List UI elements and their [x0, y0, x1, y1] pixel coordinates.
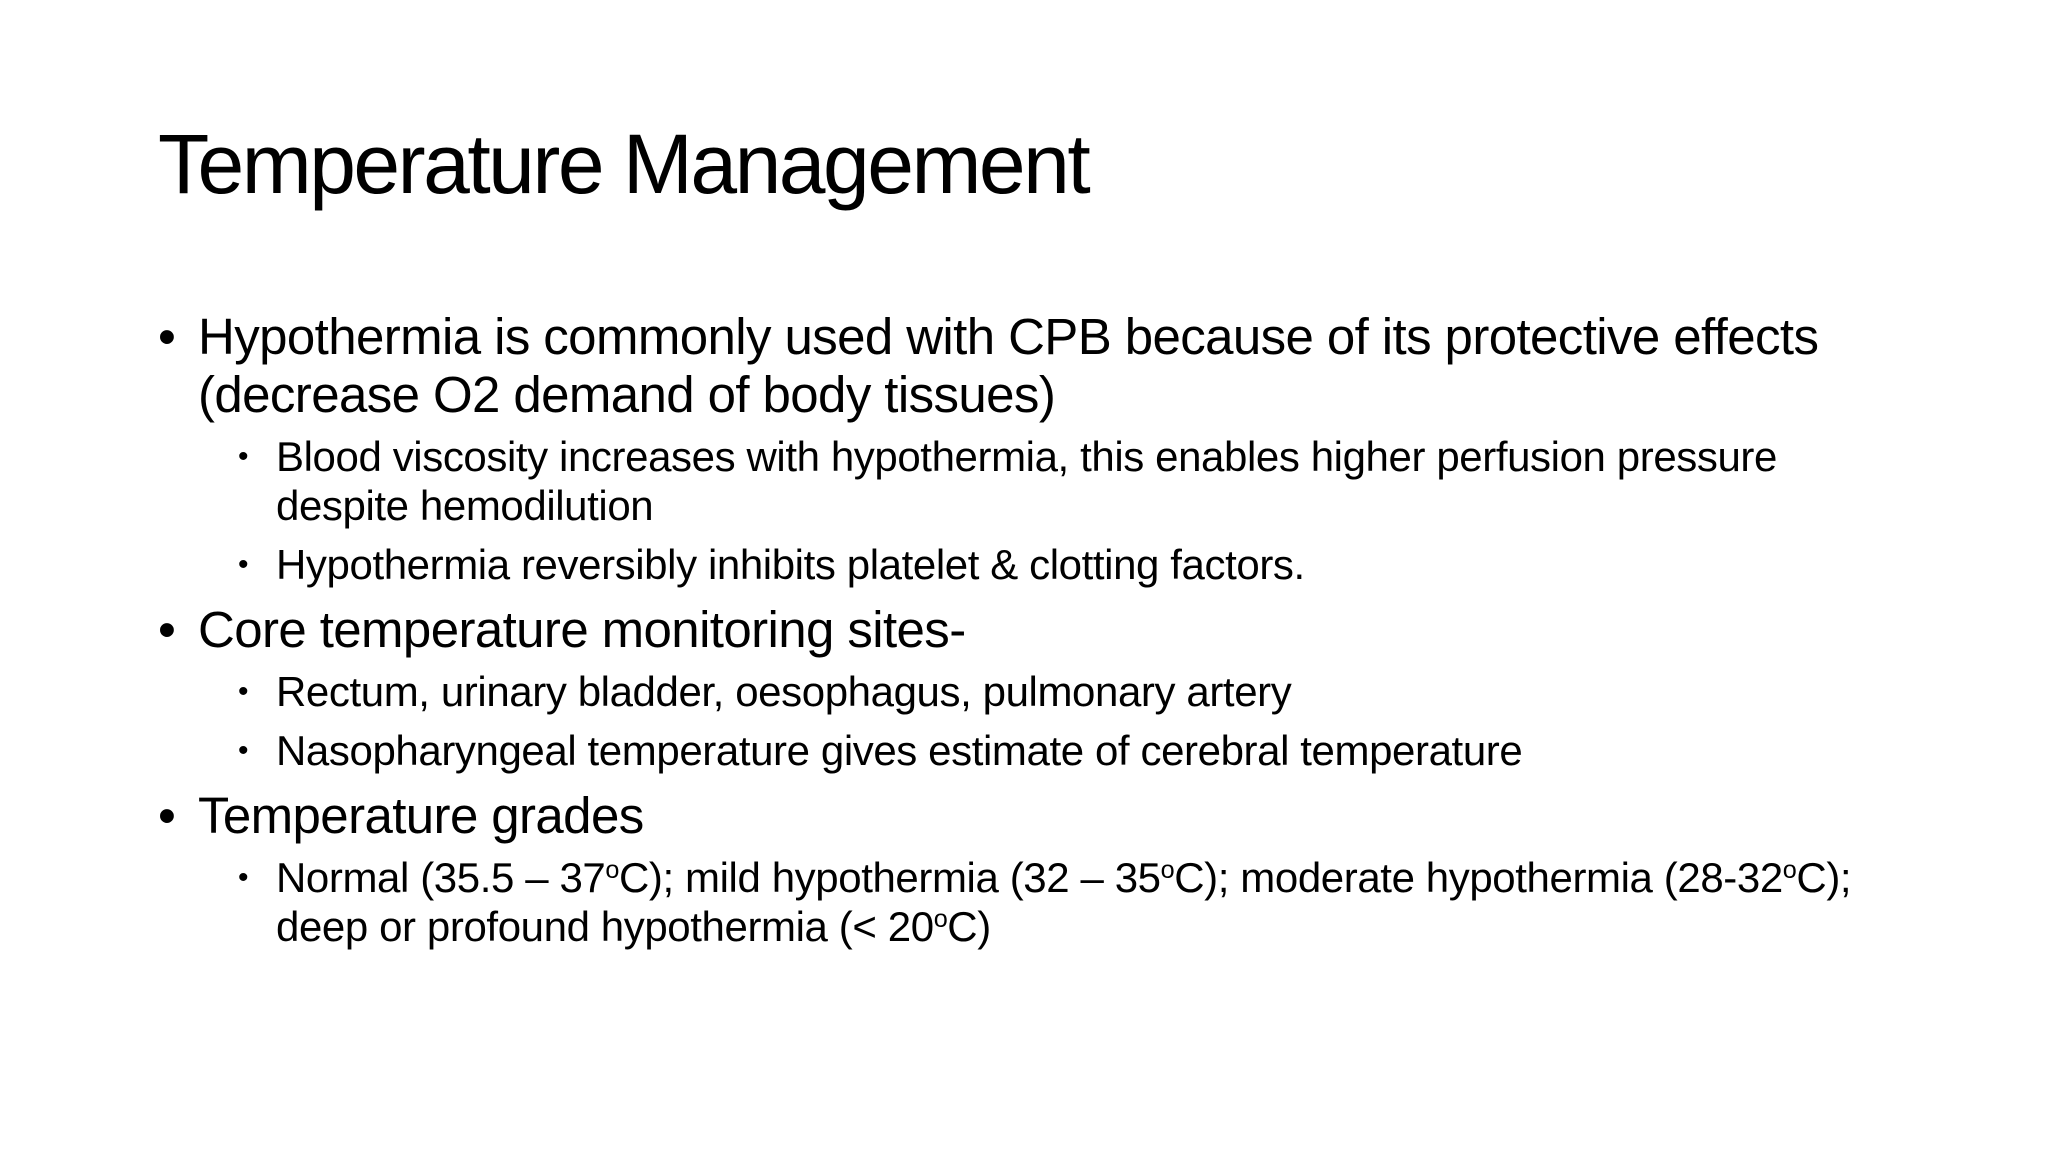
bullet-dot-icon: •: [158, 601, 176, 658]
sub-bullet-nasopharyngeal: [158, 726, 1898, 775]
slide-body: [158, 308, 1898, 963]
sub-bullet-platelet: [158, 540, 1898, 589]
bullet-text: Temperature grades: [198, 787, 644, 844]
bullet-dot-icon: •: [158, 308, 176, 365]
grades-normal-pre: Normal (35.5 – 37: [276, 854, 606, 901]
slide-title: Temperature Management: [158, 117, 1089, 211]
degree-superscript: o: [933, 905, 948, 934]
grades-moderate-post: C); deep or profound hypothermia (< 20: [276, 854, 1852, 950]
sub-bullet-viscosity: [158, 432, 1898, 530]
sub-bullet-text: Rectum, urinary bladder, oesophagus, pulmonary artery: [276, 668, 1292, 715]
bullet-group-hypothermia: [158, 308, 1898, 589]
sub-bullet-text: Nasopharyngeal temperature gives estimate of cerebral temperature: [276, 727, 1523, 774]
bullet-dot-icon: •: [238, 675, 249, 708]
bullet-temperature-grades: [158, 787, 1898, 845]
degree-superscript: o: [605, 856, 619, 885]
grades-deep-post: C): [947, 903, 991, 950]
bullet-hypothermia-use: [158, 308, 1898, 424]
bullet-dot-icon: •: [238, 440, 249, 473]
sub-bullet-sites: [158, 667, 1898, 716]
bullet-dot-icon: •: [238, 861, 249, 894]
degree-superscript: o: [1160, 856, 1175, 885]
bullet-dot-icon: •: [158, 787, 176, 844]
bullet-group-monitoring: [158, 601, 1898, 775]
sub-bullet-grades: [158, 853, 1898, 951]
bullet-dot-icon: •: [238, 548, 249, 581]
bullet-group-grades: [158, 787, 1898, 951]
sub-bullet-text: Blood viscosity increases with hypothermia, this enables higher perfusion pressure despite hemodilution: [276, 433, 1777, 529]
sub-bullet-text: Hypothermia reversibly inhibits platelet & clotting factors.: [276, 541, 1305, 588]
bullet-text: Hypothermia is commonly used with CPB because of its protective effects (decrease O2 demand of body tissues): [198, 308, 1819, 423]
bullet-text: Core temperature monitoring sites-: [198, 601, 966, 658]
bullet-dot-icon: •: [238, 734, 249, 767]
bullet-core-monitoring: [158, 601, 1898, 659]
grades-mild-post: C); moderate hypothermia (28-32: [1174, 854, 1783, 901]
grades-normal-post: C); mild hypothermia (32 – 35: [618, 854, 1161, 901]
degree-superscript: o: [1782, 856, 1797, 885]
